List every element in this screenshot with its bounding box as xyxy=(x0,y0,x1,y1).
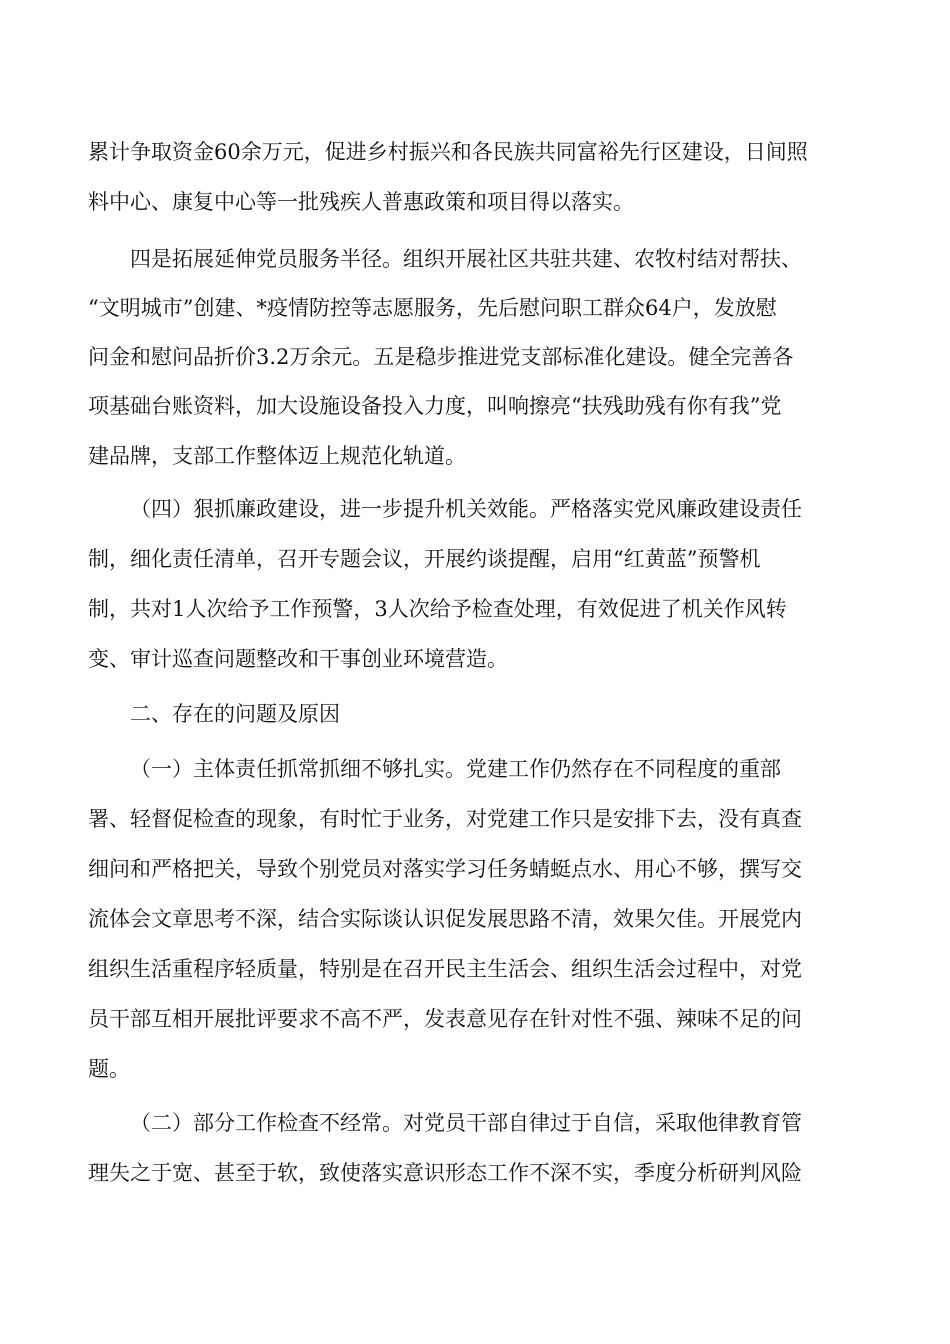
text-line xyxy=(0,1151,950,1195)
text-line xyxy=(0,487,950,531)
text-line xyxy=(0,1101,950,1145)
line-text: 二、存在的问题及原因 xyxy=(130,702,340,726)
text-line xyxy=(0,1047,950,1091)
line-text: 组织生活重程序轻质量，特别是在召开民主生活会、组织生活会过程中，对党 xyxy=(88,957,802,981)
line-text: 建品牌，支部工作整体迈上规范化轨道。 xyxy=(88,444,466,468)
line-text: 题。 xyxy=(88,1057,130,1081)
text-line xyxy=(0,847,950,891)
text-line xyxy=(0,237,950,281)
line-text: 制，细化责任清单，召开专题会议，开展约谈提醒，启用“红黄蓝”预警机 xyxy=(88,547,761,571)
line-text: 流体会文章思考不深，结合实际谈认识促发展思路不清，效果欠佳。开展党内 xyxy=(88,907,802,931)
text-line xyxy=(0,286,950,330)
text-line xyxy=(0,747,950,791)
text-line xyxy=(0,997,950,1041)
text-line xyxy=(0,897,950,941)
line-text: （四）狠抓廉政建设，进一步提升机关效能。严格落实党风廉政建设责任 xyxy=(130,497,802,521)
text-line xyxy=(0,587,950,631)
text-line xyxy=(0,335,950,379)
text-line xyxy=(0,384,950,428)
line-text: （一）主体责任抓常抓细不够扎实。党建工作仍然存在不同程度的重部 xyxy=(130,757,781,781)
line-text: 员干部互相开展批评要求不高不严，发表意见存在针对性不强、辣味不足的问 xyxy=(88,1007,802,1031)
line-text: 署、轻督促检查的现象，有时忙于业务，对党建工作只是安排下去，没有真查 xyxy=(88,807,802,831)
text-line xyxy=(0,537,950,581)
line-text: 问金和慰问品折价3.2万余元。五是稳步推进党支部标准化建设。健全完善各 xyxy=(88,345,794,369)
line-text: 料中心、康复中心等一批残疾人普惠政策和项目得以落实。 xyxy=(88,190,634,214)
line-text: 项基础台账资料，加大设施设备投入力度，叫响擦亮“扶残助残有你有我”党 xyxy=(88,394,782,418)
text-line xyxy=(0,130,950,174)
line-text: 四是拓展延伸党员服务半径。组织开展社区共驻共建、农牧村结对帮扶、 xyxy=(130,247,802,271)
text-line xyxy=(0,947,950,991)
line-text: “文明城市”创建、*疫情防控等志愿服务，先后慰问职工群众64户，发放慰 xyxy=(88,296,777,320)
line-text: 累计争取资金60余万元，促进乡村振兴和各民族共同富裕先行区建设，日间照 xyxy=(88,140,808,164)
text-line xyxy=(0,180,950,224)
section-heading xyxy=(0,692,950,736)
line-text: （二）部分工作检查不经常。对党员干部自律过于自信，采取他律教育管 xyxy=(130,1111,802,1135)
line-text: 细问和严格把关，导致个别党员对落实学习任务蜻蜓点水、用心不够，撰写交 xyxy=(88,857,802,881)
text-line xyxy=(0,637,950,681)
line-text: 理失之于宽、甚至于软，致使落实意识形态工作不深不实，季度分析研判风险 xyxy=(88,1161,802,1185)
text-line xyxy=(0,797,950,841)
text-line xyxy=(0,434,950,478)
line-text: 变、审计巡查问题整改和干事创业环境营造。 xyxy=(88,647,508,671)
line-text: 制，共对1人次给予工作预警，3人次给予检查处理，有效促进了机关作风转 xyxy=(88,597,787,621)
